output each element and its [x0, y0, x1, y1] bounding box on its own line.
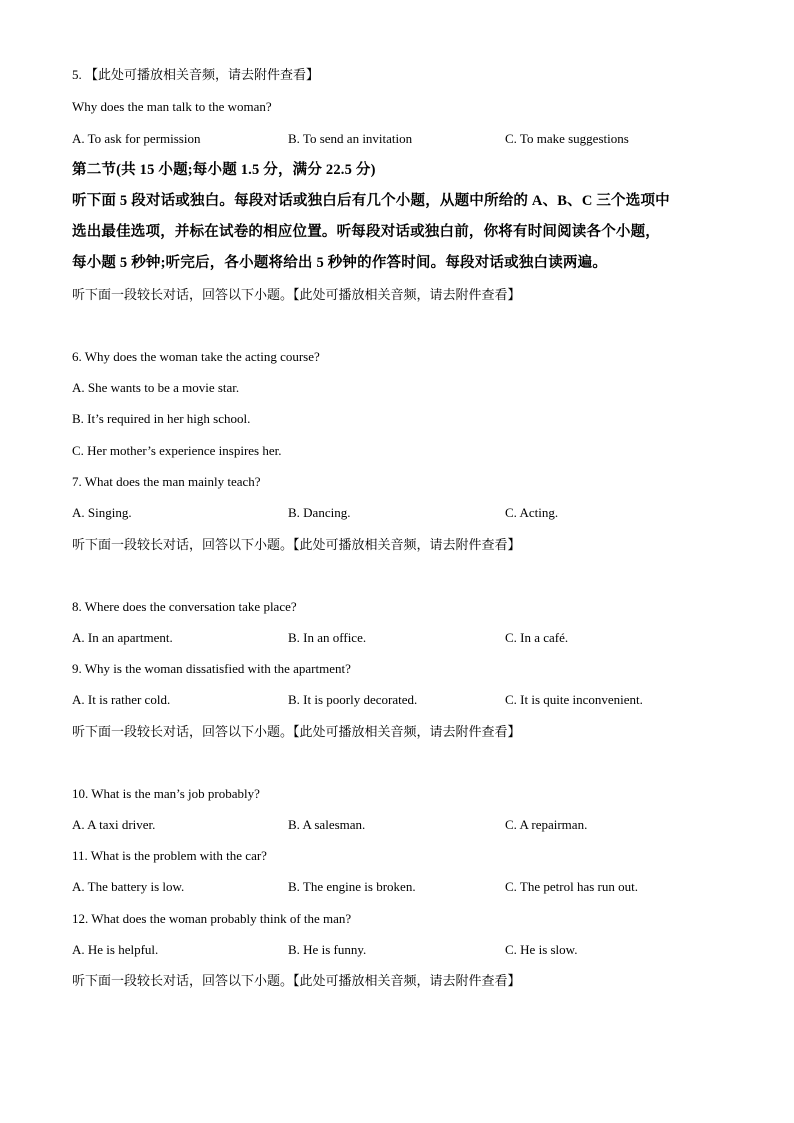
audio-note-3: 听下面一段较长对话，回答以下小题。【此处可播放相关音频，请去附件查看】 [72, 724, 521, 739]
q11-question: 11. What is the problem with the car? [72, 848, 267, 863]
q11-option-c: C. The petrol has run out. [505, 879, 638, 894]
q6-option-a: A. She wants to be a movie star. [72, 380, 240, 395]
q12-question: 12. What does the woman probably think of the man? [72, 911, 352, 926]
q9-option-c: C. It is quite inconvenient. [505, 692, 643, 707]
section2-instruction-2: 选出最佳选项，并标在试卷的相应位置。听每段对话或独白前，你将有时间阅读各个小题， [72, 224, 660, 240]
q10-question: 10. What is the man’s job probably? [72, 786, 260, 801]
q5-header: 5. 【此处可播放相关音频，请去附件查看】 [72, 67, 320, 82]
q7-option-a: A. Singing. [72, 505, 132, 520]
q8-option-a: A. In an apartment. [72, 630, 173, 645]
q7-question: 7. What does the man mainly teach? [72, 474, 261, 489]
q5-option-c: C. To make suggestions [505, 131, 629, 146]
q8-option-b: B. In an office. [288, 630, 367, 645]
q9-option-b: B. It is poorly decorated. [288, 692, 418, 707]
q12-option-b: B. He is funny. [288, 942, 367, 957]
q6-question: 6. Why does the woman take the acting course? [72, 349, 320, 364]
q9-options [72, 691, 722, 709]
q5-option-b: B. To send an invitation [288, 131, 413, 146]
q11-option-a: A. The battery is low. [72, 879, 185, 894]
q6-option-c: C. Her mother’s experience inspires her. [72, 443, 282, 458]
q5-options [72, 130, 722, 148]
q12-option-c: C. He is slow. [505, 942, 578, 957]
q7-option-c: C. Acting. [505, 505, 559, 520]
audio-note-1: 听下面一段较长对话，回答以下小题。【此处可播放相关音频，请去附件查看】 [72, 287, 521, 302]
q10-option-b: B. A salesman. [288, 817, 366, 832]
q9-option-a: A. It is rather cold. [72, 692, 171, 707]
q8-question: 8. Where does the conversation take place? [72, 599, 297, 614]
q11-option-b: B. The engine is broken. [288, 879, 416, 894]
q7-options [72, 504, 722, 522]
q5-option-a: A. To ask for permission [72, 131, 201, 146]
q5-question: Why does the man talk to the woman? [72, 99, 272, 114]
audio-note-2: 听下面一段较长对话，回答以下小题。【此处可播放相关音频，请去附件查看】 [72, 537, 521, 552]
section2-instruction-1: 听下面 5 段对话或独白。每段对话或独白后有几个小题，从题中所给的 A、B、C 三个选项中 [72, 193, 670, 209]
q10-option-a: A. A taxi driver. [72, 817, 156, 832]
section2-title: 第二节(共 15 小题;每小题 1.5 分，满分 22.5 分) [72, 162, 376, 178]
q8-option-c: C. In a café. [505, 630, 569, 645]
q12-options [72, 941, 722, 959]
section2-instruction-3: 每小题 5 秒钟;听完后，各小题将给出 5 秒钟的作答时间。每段对话或独白读两遍。 [72, 255, 608, 271]
q6-option-b: B. It’s required in her high school. [72, 411, 251, 426]
q12-option-a: A. He is helpful. [72, 942, 159, 957]
q7-option-b: B. Dancing. [288, 505, 351, 520]
q10-option-c: C. A repairman. [505, 817, 588, 832]
q8-options [72, 629, 722, 647]
q11-options [72, 878, 722, 896]
audio-note-4: 听下面一段较长对话，回答以下小题。【此处可播放相关音频，请去附件查看】 [72, 973, 521, 988]
q10-options [72, 816, 722, 834]
q9-question: 9. Why is the woman dissatisfied with the apartment? [72, 661, 351, 676]
